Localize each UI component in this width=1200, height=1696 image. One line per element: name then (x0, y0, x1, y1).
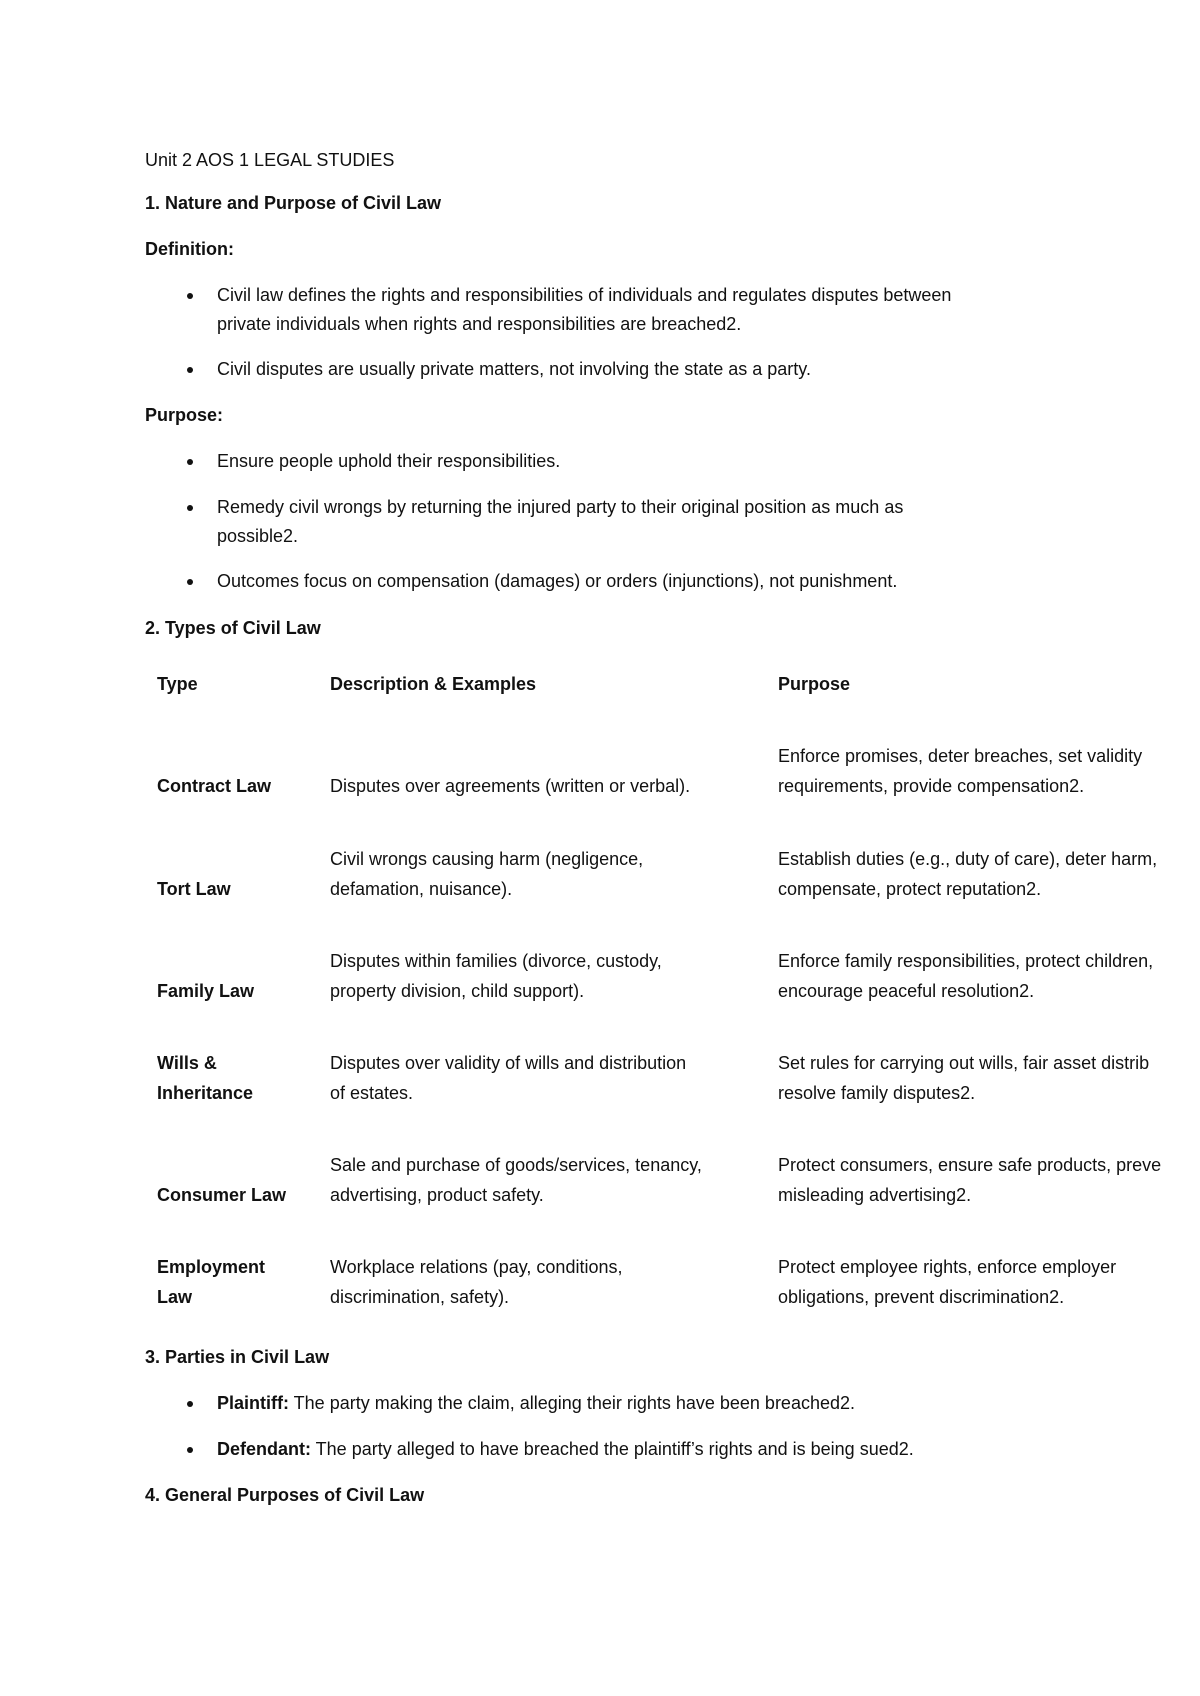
plaintiff-bullet (217, 1389, 855, 1417)
definition-label: Definition: (145, 239, 234, 259)
table-cell-purpose-line-1: Enforce promises, deter breaches, set validity (778, 746, 1143, 766)
table-cell-description-line-1: Civil wrongs causing harm (negligence, (330, 849, 644, 869)
section-1-heading: 1. Nature and Purpose of Civil Law (145, 193, 442, 213)
bullet-icon (187, 367, 193, 373)
table-cell-description-line-2: discrimination, safety). (330, 1287, 510, 1307)
table-cell-purpose-line-1: Enforce family responsibilities, protect children, (778, 951, 1154, 971)
table-cell-type-line-2: Family Law (157, 981, 255, 1001)
table-cell-description-line-1: Disputes within families (divorce, custody, (330, 951, 662, 971)
table-cell-purpose-line-2: resolve family disputes2. (778, 1083, 976, 1103)
definition-bullet-2: Civil disputes are usually private matters, not involving the state as a party. (217, 359, 811, 379)
table-cell-type-line-1: Employment (157, 1257, 266, 1277)
table-cell-purpose-line-2: compensate, protect reputation2. (778, 879, 1042, 899)
definition-bullet-1-line-2: private individuals when rights and responsibilities are breached2. (217, 314, 742, 334)
bullet-icon (187, 579, 193, 585)
table-cell-type-line-2: Tort Law (157, 879, 231, 899)
table-cell-description-line-2: advertising, product safety. (330, 1185, 544, 1205)
table-cell-description-line-2: Disputes over agreements (written or verbal). (330, 776, 691, 796)
section-3-heading: 3. Parties in Civil Law (145, 1347, 330, 1367)
purpose-bullet-1: Ensure people uphold their responsibilities. (217, 451, 561, 471)
table-cell-purpose-line-1: Protect consumers, ensure safe products, preve (778, 1155, 1162, 1175)
purpose-bullet-2-line-1: Remedy civil wrongs by returning the injured party to their original position as much as (217, 497, 904, 517)
table-cell-purpose-line-1: Establish duties (e.g., duty of care), deter harm, (778, 849, 1158, 869)
bullet-icon (187, 459, 193, 465)
table-cell-type-line-1: Wills & (157, 1053, 217, 1073)
table-cell-purpose-line-1: Set rules for carrying out wills, fair asset distrib (778, 1053, 1150, 1073)
bullet-icon (187, 293, 193, 299)
defendant-text: The party alleged to have breached the plaintiff’s rights and is being sued2. (311, 1439, 914, 1459)
definition-bullet-1-line-1: Civil law defines the rights and responsibilities of individuals and regulates disputes between (217, 285, 952, 305)
table-cell-type-line-2: Consumer Law (157, 1185, 287, 1205)
section-2-heading: 2. Types of Civil Law (145, 618, 321, 638)
table-cell-purpose-line-1: Protect employee rights, enforce employer (778, 1257, 1117, 1277)
table-header-type: Type (157, 674, 198, 694)
bullet-icon (187, 1401, 193, 1407)
bullet-icon (187, 1447, 193, 1453)
table-cell-description-line-1: Disputes over validity of wills and distribution (330, 1053, 687, 1073)
table-cell-type-line-2: Contract Law (157, 776, 272, 796)
table-header-purpose: Purpose (778, 674, 851, 694)
table-cell-description-line-2: property division, child support). (330, 981, 585, 1001)
document-title: Unit 2 AOS 1 LEGAL STUDIES (145, 150, 395, 170)
purpose-bullet-3: Outcomes focus on compensation (damages) or orders (injunctions), not punishment. (217, 571, 898, 591)
table-cell-purpose-line-2: requirements, provide compensation2. (778, 776, 1085, 796)
purpose-bullet-2-line-2: possible2. (217, 526, 299, 546)
plaintiff-text: The party making the claim, alleging their rights have been breached2. (289, 1393, 855, 1413)
table-cell-purpose-line-2: obligations, prevent discrimination2. (778, 1287, 1065, 1307)
table-header-description: Description & Examples (330, 674, 537, 694)
purpose-label: Purpose: (145, 405, 224, 425)
defendant-term: Defendant: (217, 1439, 311, 1459)
table-cell-description-line-2: of estates. (330, 1083, 414, 1103)
table-cell-purpose-line-2: misleading advertising2. (778, 1185, 972, 1205)
table-cell-description-line-1: Workplace relations (pay, conditions, (330, 1257, 623, 1277)
table-cell-type-line-2: Law (157, 1287, 193, 1307)
table-cell-type-line-2: Inheritance (157, 1083, 254, 1103)
table-cell-description-line-2: defamation, nuisance). (330, 879, 513, 899)
table-cell-description-line-1: Sale and purchase of goods/services, tenancy, (330, 1155, 702, 1175)
table-cell-purpose-line-2: encourage peaceful resolution2. (778, 981, 1035, 1001)
plaintiff-term: Plaintiff: (217, 1393, 289, 1413)
bullet-icon (187, 505, 193, 511)
defendant-bullet (217, 1435, 914, 1463)
section-4-heading: 4. General Purposes of Civil Law (145, 1485, 425, 1505)
